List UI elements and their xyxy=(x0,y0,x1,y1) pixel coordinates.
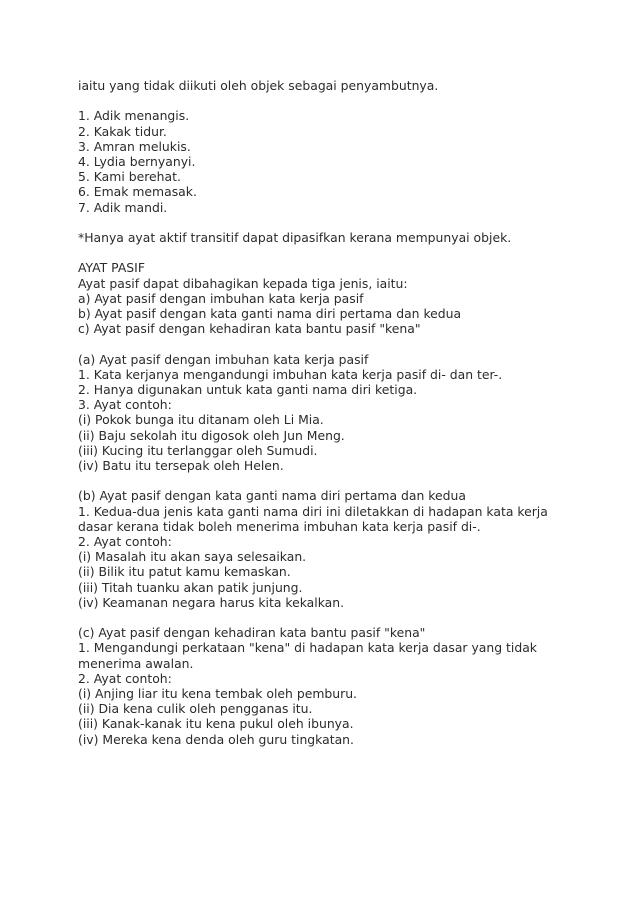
text-line: a) Ayat pasif dengan imbuhan kata kerja pasif xyxy=(78,290,364,306)
example-list xyxy=(78,108,618,214)
text-line: (ii) Dia kena culik oleh pengganas itu. xyxy=(78,701,313,717)
section-heading: AYAT PASIF xyxy=(78,260,145,276)
document-page xyxy=(78,78,618,762)
text-line: 2. Ayat contoh: xyxy=(78,670,172,686)
text-line: (iv) Keamanan negara harus kita kekalkan. xyxy=(78,594,345,610)
text-line: (ii) Baju sekolah itu digosok oleh Jun Meng. xyxy=(78,427,345,443)
text-line: (iv) Mereka kena denda oleh guru tingkatan. xyxy=(78,731,354,747)
note-line: *Hanya ayat aktif transitif dapat dipasifkan kerana mempunyai objek. xyxy=(78,230,512,245)
text-line: b) Ayat pasif dengan kata ganti nama diri pertama dan kedua xyxy=(78,306,462,321)
text-line: (iii) Titah tuanku akan patik junjung. xyxy=(78,579,303,595)
text-line: (ii) Bilik itu patut kamu kemaskan. xyxy=(78,564,291,580)
text-line: (i) Pokok bunga itu ditanam oleh Li Mia. xyxy=(78,412,324,428)
note-paragraph xyxy=(78,230,618,245)
text-line: (iii) Kucing itu terlanggar oleh Sumudi. xyxy=(78,442,318,458)
text-line: (iii) Kanak-kanak itu kena pukul oleh ibunya. xyxy=(78,716,354,732)
text-line: (i) Masalah itu akan saya selesaikan. xyxy=(78,549,307,565)
section-b xyxy=(78,488,618,610)
text-line: 3. Ayat contoh: xyxy=(78,397,172,413)
pasif-section xyxy=(78,260,618,336)
text-line: 1. Kata kerjanya mengandungi imbuhan kata kerja pasif di- dan ter-. xyxy=(78,366,503,382)
section-title: (a) Ayat pasif dengan imbuhan kata kerja pasif xyxy=(78,351,369,367)
list-item: 3. Amran melukis. xyxy=(78,138,191,154)
text-line: c) Ayat pasif dengan kehadiran kata bantu pasif "kena" xyxy=(78,321,421,337)
text-line: menerima awalan. xyxy=(78,655,194,671)
section-title: (c) Ayat pasif dengan kehadiran kata bantu pasif "kena" xyxy=(78,625,426,641)
list-item: 4. Lydia bernyanyi. xyxy=(78,154,196,169)
text-line: Ayat pasif dapat dibahagikan kepada tiga jenis, iaitu: xyxy=(78,275,408,291)
intro-paragraph xyxy=(78,78,618,93)
list-item: 5. Kami berehat. xyxy=(78,169,181,185)
section-a xyxy=(78,352,618,474)
section-title: (b) Ayat pasif dengan kata ganti nama diri pertama dan kedua xyxy=(78,488,466,504)
list-item: 7. Adik mandi. xyxy=(78,199,168,215)
list-item: 1. Adik menangis. xyxy=(78,108,190,124)
list-item: 2. Kakak tidur. xyxy=(78,123,167,139)
text-line: 2. Hanya digunakan untuk kata ganti nama diri ketiga. xyxy=(78,382,418,397)
list-item: 6. Emak memasak. xyxy=(78,184,197,200)
text-line: (iv) Batu itu tersepak oleh Helen. xyxy=(78,458,284,474)
section-c xyxy=(78,625,618,747)
intro-line: iaitu yang tidak diikuti oleh objek sebagai penyambutnya. xyxy=(78,78,439,93)
text-line: (i) Anjing liar itu kena tembak oleh pemburu. xyxy=(78,686,357,702)
text-line: dasar kerana tidak boleh menerima imbuhan kata kerja pasif di-. xyxy=(78,518,481,534)
text-line: 1. Mengandungi perkataan "kena" di hadapan kata kerja dasar yang tidak xyxy=(78,640,537,656)
text-line: 1. Kedua-dua jenis kata ganti nama diri ini diletakkan di hadapan kata kerja xyxy=(78,503,548,519)
text-line: 2. Ayat contoh: xyxy=(78,534,172,550)
